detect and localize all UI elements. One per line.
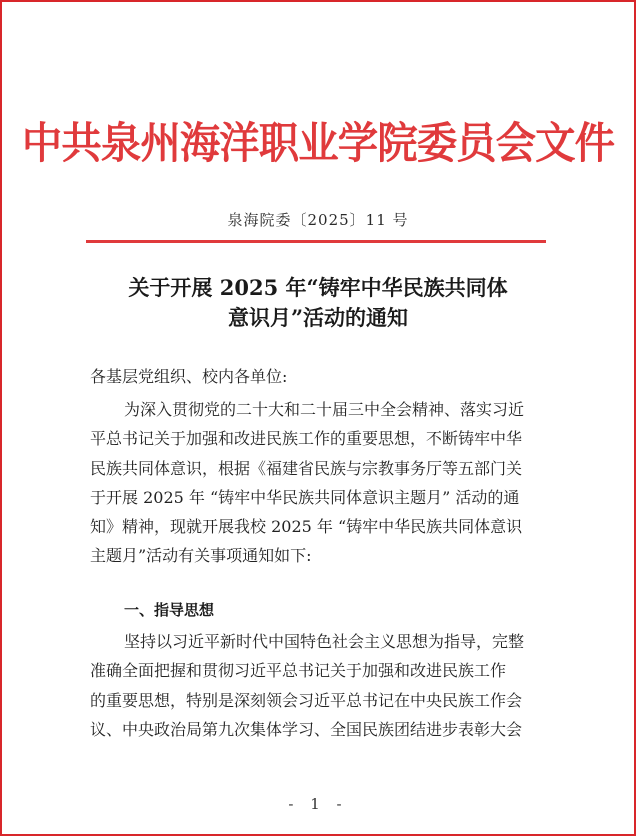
salutation: 各基层党组织、校内各单位: xyxy=(90,367,288,386)
paragraph-line: 主题月”活动有关事项通知如下: xyxy=(90,546,312,566)
paragraph-line: 的重要思想，特别是深刻领会习近平总书记在中央民族工作会 xyxy=(90,690,523,710)
paragraph-line: 准确全面把握和贯彻习近平总书记关于加强和改进民族工作 xyxy=(90,661,507,681)
paragraph-line: 于开展 2025 年 “铸牢中华民族共同体意识主题月” 活动的通 xyxy=(90,487,520,507)
notice-title xyxy=(2,273,634,333)
notice-title-line: 意识月”活动的通知 xyxy=(227,305,409,330)
paragraph-line: 坚持以习近平新时代中国特色社会主义思想为指导，完整 xyxy=(124,632,525,651)
header-red-rule xyxy=(86,240,546,243)
paragraph-line: 知》精神，现就开展我校 2025 年 “铸牢中华民族共同体意识 xyxy=(90,517,523,537)
body-paragraph-1 xyxy=(90,395,560,571)
paragraph-line: 平总书记关于加强和改进民族工作的重要思想，不断铸牢中华 xyxy=(90,429,523,449)
notice-title-line: 关于开展 2025 年“铸牢中华民族共同体 xyxy=(128,275,508,300)
paragraph-line: 议、中央政治局第九次集体学习、全国民族团结进步表彰大会 xyxy=(90,719,523,739)
document-number: 泉海院委〔2025〕11 号 xyxy=(227,211,409,229)
body-paragraph-2 xyxy=(90,627,560,744)
paragraph-line: 为深入贯彻党的二十大和二十届三中全会精神、落实习近 xyxy=(124,400,525,419)
paragraph-line: 民族共同体意识，根据《福建省民族与宗教事务厅等五部门关 xyxy=(90,458,523,478)
section-heading-guiding-thought: 一、指导思想 xyxy=(124,601,215,619)
document-header-title: 中共泉州海洋职业学院委员会文件 xyxy=(21,119,615,169)
page-number: - 1 - xyxy=(288,795,348,813)
